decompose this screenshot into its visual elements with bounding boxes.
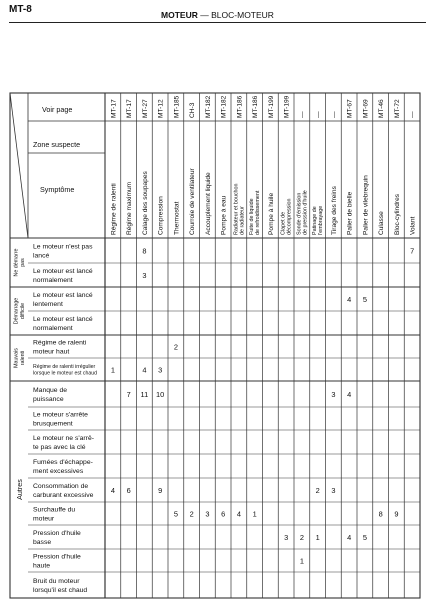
symptom-label: Le moteur n'est pas <box>33 243 93 251</box>
symptom-label: normalement <box>33 276 73 284</box>
title-main: MOTEUR <box>161 10 198 20</box>
column-zone-label: Clapet de <box>280 211 287 235</box>
column-page-code: MT-186 <box>252 95 260 118</box>
symptom-label: Le moteur est lancé <box>33 267 93 275</box>
cell-value: 11 <box>140 390 149 399</box>
cell-value: 2 <box>189 509 194 519</box>
symptom-label: Consommation de <box>33 482 89 490</box>
cell-value: 3 <box>205 509 210 519</box>
cell-value: 6 <box>126 486 131 495</box>
symptom-label: Manque de <box>33 386 68 394</box>
column-zone-label: Pompe à huile <box>267 192 275 235</box>
column-zone-label: Régime maximum <box>126 181 134 235</box>
symptom-label: basse <box>33 538 52 546</box>
cell-value: 8 <box>142 246 147 256</box>
group-label: pas <box>20 258 26 267</box>
symptom-label: Le moteur est lancé <box>33 291 93 299</box>
symptom-label: Le moteur s'arrête <box>33 411 88 419</box>
cell-value: 4 <box>347 390 352 399</box>
symptom-label: lentement <box>33 300 63 308</box>
symptom-label: Le moteur est lancé <box>33 315 93 323</box>
cell-value: 4 <box>347 295 352 304</box>
column-zone-label: Palier de bielle <box>346 191 354 235</box>
symptom-label: Surchauffe du <box>33 506 76 514</box>
cell-value: 3 <box>331 486 336 495</box>
cell-value: 4 <box>347 533 352 542</box>
symptom-label: Pression d'huile <box>33 553 81 561</box>
corner-diagonal <box>10 93 28 238</box>
symptom-label: ment excessives <box>33 467 84 475</box>
cell-value: 1 <box>252 509 257 519</box>
cell-value: 2 <box>315 486 320 495</box>
group-label: Mauvais <box>13 348 20 368</box>
cell-value: 4 <box>236 509 241 519</box>
cell-value: 4 <box>110 486 115 495</box>
cell-value: 7 <box>410 246 415 256</box>
column-page-code: — <box>299 111 307 118</box>
cell-value: 3 <box>158 365 163 375</box>
column-zone-label: Palier de vilebrequin <box>362 175 370 235</box>
column-zone-label: Calage des soupapes <box>141 171 149 235</box>
column-zone-label: Bloc-cylindres <box>393 193 401 235</box>
symptom-label: te pas avec la clé <box>33 443 86 451</box>
symptom-label: moteur haut <box>33 348 70 356</box>
column-page-code: MT-67 <box>346 99 354 118</box>
cell-value: 5 <box>173 509 178 519</box>
group-label: Ne démarre <box>13 248 20 277</box>
column-page-code: MT-185 <box>173 95 181 118</box>
column-page-code: CH-3 <box>189 102 197 118</box>
cell-value: 3 <box>142 271 147 280</box>
symptom-label: puissance <box>33 395 64 403</box>
column-page-code: MT-17 <box>110 99 118 118</box>
title-separator: — <box>200 10 209 20</box>
cell-value: 10 <box>156 390 165 399</box>
column-page-code: MT-46 <box>378 99 386 118</box>
column-page-code: MT-182 <box>204 95 212 118</box>
symptom-label: Régime de ralenti <box>33 339 87 347</box>
voir-page-label: Voir page <box>42 105 73 114</box>
column-zone-label: Tirage des freins <box>330 186 338 235</box>
cell-value: 2 <box>299 533 304 542</box>
group-label: difficile <box>20 302 26 320</box>
group-label: ralenti <box>20 350 26 366</box>
symptom-label: haute <box>33 562 51 570</box>
cell-value: 1 <box>299 556 304 566</box>
cell-value: 5 <box>362 295 367 304</box>
cell-value: 9 <box>394 509 399 519</box>
symptom-label: lorsque le moteur est chaud <box>33 370 98 377</box>
column-zone-label: de radiateur <box>239 206 246 235</box>
symptom-label: lancé <box>33 252 50 260</box>
column-zone-label: Courroie de ventilateur <box>189 168 197 235</box>
column-page-code: MT-186 <box>236 95 244 118</box>
column-page-code: MT-17 <box>126 99 134 118</box>
page-code: MT-8 <box>9 4 32 15</box>
cell-value: 8 <box>378 509 383 519</box>
column-page-code: — <box>330 111 338 118</box>
symptome-label: Symptôme <box>40 185 75 194</box>
symptom-label: moteur <box>33 515 55 523</box>
column-zone-label: Volant <box>409 216 417 235</box>
symptom-label: Bruit du moteur <box>33 577 80 585</box>
column-page-code: — <box>315 111 323 118</box>
column-zone-label: Radiateur et bouchon <box>233 183 240 235</box>
cell-value: 7 <box>126 390 131 399</box>
cell-value: 4 <box>142 365 147 375</box>
column-zone-label: de refroidissement <box>255 190 262 235</box>
column-zone-label: Sonde d'émission <box>296 192 303 235</box>
cell-value: 5 <box>362 533 367 542</box>
symptom-label: normalement <box>33 324 73 332</box>
symptom-label: Fumées d'échappe- <box>33 458 93 466</box>
column-zone-label: l'embrayage <box>318 205 325 235</box>
symptom-label: Le moteur ne s'arrê- <box>33 434 94 442</box>
column-zone-label: Régime de ralenti <box>110 183 118 235</box>
column-zone-label: Pompe à eau <box>220 195 228 235</box>
symptom-label: carburant excessive <box>33 491 94 499</box>
column-page-code: MT-72 <box>393 99 401 118</box>
zone-suspecte-label: Zone suspecte <box>33 140 81 149</box>
column-page-code: — <box>409 111 417 118</box>
column-zone-label: Patinage de <box>312 206 319 235</box>
title-sub: BLOC-MOTEUR <box>211 10 274 20</box>
symptom-label: brusquement <box>33 420 73 428</box>
column-page-code: MT-199 <box>267 95 275 118</box>
column-page-code: MT-27 <box>141 99 149 118</box>
group-label: Autres <box>15 479 24 500</box>
group-label: Démarrage <box>13 297 20 325</box>
cell-value: 9 <box>158 486 163 495</box>
cell-value: 6 <box>221 509 226 519</box>
cell-value: 1 <box>315 533 320 542</box>
cell-value: 3 <box>284 533 289 542</box>
column-zone-label: Accouplement liquide <box>204 172 212 235</box>
column-page-code: MT-69 <box>362 99 370 118</box>
column-page-code: MT-12 <box>157 99 165 118</box>
column-zone-label: décompression <box>286 198 293 235</box>
column-zone-label: Compression <box>157 196 165 235</box>
symptom-label: lorsqu'il est chaud <box>33 586 88 594</box>
symptom-label: Pression d'huile <box>33 529 81 537</box>
column-page-code: MT-199 <box>283 95 291 118</box>
symptom-label: Régime de ralenti irrégulier <box>33 364 96 371</box>
column-zone-label: Culasse <box>378 211 386 235</box>
cell-value: 2 <box>173 342 178 352</box>
column-zone-label: de pression d'huile <box>302 190 309 235</box>
column-page-code: MT-182 <box>220 95 228 118</box>
cell-value: 1 <box>110 365 115 375</box>
column-zone-label: Thermostat <box>173 201 181 235</box>
column-zone-label: Fuite de liquide <box>249 198 256 235</box>
cell-value: 3 <box>331 390 336 399</box>
